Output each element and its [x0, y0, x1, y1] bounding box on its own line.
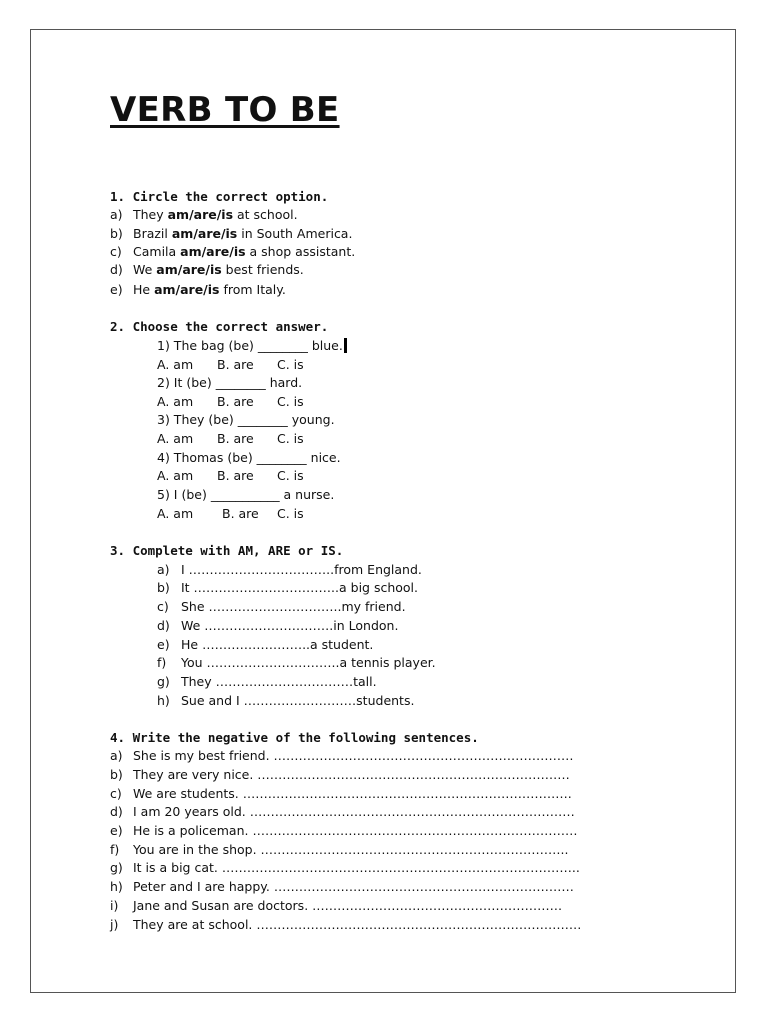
option-b: B. are — [217, 431, 254, 446]
option-b: B. are — [217, 357, 254, 372]
option-c: C. is — [277, 431, 304, 446]
item-text: Sue and I ………………………students. — [181, 693, 415, 708]
item-options: am/are/is — [180, 244, 246, 259]
item-text: She …………………………..my friend. — [181, 599, 406, 614]
s3-item — [157, 674, 377, 690]
item-options: am/are/is — [154, 282, 220, 297]
item-options: am/are/is — [156, 262, 222, 277]
item-text: a shop assistant. — [245, 244, 356, 259]
item-marker: f) — [157, 655, 167, 670]
item-marker: i) — [110, 898, 119, 913]
item-text: They — [133, 207, 168, 222]
item-text: in South America. — [237, 226, 353, 241]
item-text: I ……………………………..from England. — [181, 562, 422, 577]
item-text: He — [133, 282, 155, 297]
s4-item — [110, 842, 568, 858]
item-marker: b) — [110, 767, 123, 782]
s2-options — [157, 394, 304, 410]
item-marker: d) — [110, 262, 123, 277]
item-text: You are in the shop. ……………………………………………………………….. — [133, 842, 569, 857]
s3-item — [157, 599, 406, 615]
item-text: Jane and Susan are doctors. …………………………………………………… — [133, 898, 563, 913]
question-text: 1) The bag (be) ________ blue. — [157, 338, 343, 353]
item-text: They ……………………………tall. — [181, 674, 377, 689]
s2-options — [157, 468, 304, 484]
s3-item — [157, 693, 414, 709]
item-text: I am 20 years old. …………………………………………………………………… — [133, 804, 575, 819]
item-text: It ……………………………..a big school. — [181, 580, 419, 595]
item-text: Camila — [133, 244, 181, 259]
item-marker: a) — [157, 562, 170, 577]
item-text: He ……………………..a student. — [181, 637, 374, 652]
item-text: at school. — [233, 207, 298, 222]
option-a: A. am — [157, 394, 194, 409]
option-b: B. are — [217, 394, 254, 409]
item-text: You …………………………..a tennis player. — [181, 655, 436, 670]
s1-item — [110, 226, 352, 242]
s2-question — [157, 338, 347, 354]
text-cursor — [344, 338, 347, 353]
item-text: He is a policeman. …………………………………………………………………… — [133, 823, 578, 838]
item-text: We — [133, 262, 157, 277]
item-marker: h) — [157, 693, 170, 708]
option-c: C. is — [277, 357, 304, 372]
s3-item — [157, 637, 373, 653]
item-marker: b) — [110, 226, 123, 241]
option-c: C. is — [277, 394, 304, 409]
s1-item — [110, 207, 298, 223]
item-marker: c) — [157, 599, 169, 614]
option-a: A. am — [157, 468, 194, 483]
s2-options — [157, 431, 304, 447]
option-a: A. am — [157, 357, 194, 372]
item-marker: d) — [110, 804, 123, 819]
worksheet-title: VERB TO BE — [110, 90, 340, 130]
item-marker: h) — [110, 879, 123, 894]
s3-item — [157, 562, 422, 578]
s4-item — [110, 804, 575, 820]
s2-question: 2) It (be) ________ hard. — [157, 375, 303, 390]
s4-item — [110, 748, 574, 764]
item-text: from Italy. — [219, 282, 286, 297]
option-c: C. is — [277, 506, 304, 521]
item-options: am/are/is — [167, 207, 234, 222]
item-marker: c) — [110, 786, 122, 801]
s1-item — [110, 262, 304, 278]
option-b: B. are — [222, 506, 259, 521]
s1-item — [110, 244, 355, 260]
item-text: It is a big cat. ………………………………………………………………………….. — [133, 860, 580, 875]
s4-item — [110, 823, 577, 839]
item-text: Brazil — [133, 226, 172, 241]
section-4-heading: 4. Write the negative of the following sentences. — [110, 730, 479, 745]
item-marker: g) — [157, 674, 170, 689]
s4-item — [110, 786, 572, 802]
item-text: They are at school. …………………………………………………………………… — [133, 917, 582, 932]
item-marker: d) — [157, 618, 170, 633]
option-a: A. am — [157, 506, 194, 521]
item-text: Peter and I are happy. ……………………………………………………………… — [133, 879, 574, 894]
item-marker: g) — [110, 860, 123, 875]
s2-options — [157, 506, 304, 522]
s2-options — [157, 357, 304, 373]
s2-question: 3) They (be) ________ young. — [157, 412, 335, 427]
item-marker: e) — [157, 637, 170, 652]
s1-item — [110, 282, 286, 298]
s4-item — [110, 879, 574, 895]
item-text: We are students. ……………………………………………………………………. — [133, 786, 572, 801]
item-text: best friends. — [221, 262, 304, 277]
s4-item — [110, 860, 580, 876]
item-marker: f) — [110, 842, 120, 857]
item-marker: e) — [110, 282, 123, 297]
item-marker: a) — [110, 207, 123, 222]
option-a: A. am — [157, 431, 194, 446]
item-marker: c) — [110, 244, 122, 259]
s2-question: 4) Thomas (be) ________ nice. — [157, 450, 341, 465]
s2-question: 5) I (be) ___________ a nurse. — [157, 487, 335, 502]
item-text: They are very nice. ………………………………………………………………… — [133, 767, 570, 782]
s4-item — [110, 767, 570, 783]
option-c: C. is — [277, 468, 304, 483]
item-text: She is my best friend. ……………………………………………………………… — [133, 748, 574, 763]
option-b: B. are — [217, 468, 254, 483]
s3-item — [157, 655, 436, 671]
section-1-heading: 1. Circle the correct option. — [110, 189, 329, 204]
s3-item — [157, 618, 398, 634]
s4-item — [110, 898, 562, 914]
s4-item — [110, 917, 581, 933]
item-text: We ………………………….in London. — [181, 618, 399, 633]
s3-item — [157, 580, 418, 596]
item-marker: e) — [110, 823, 123, 838]
item-options: am/are/is — [171, 226, 238, 241]
item-marker: a) — [110, 748, 123, 763]
item-marker: j) — [110, 917, 119, 932]
section-2-heading: 2. Choose the correct answer. — [110, 319, 329, 334]
section-3-heading: 3. Complete with AM, ARE or IS. — [110, 543, 344, 558]
item-marker: b) — [157, 580, 170, 595]
